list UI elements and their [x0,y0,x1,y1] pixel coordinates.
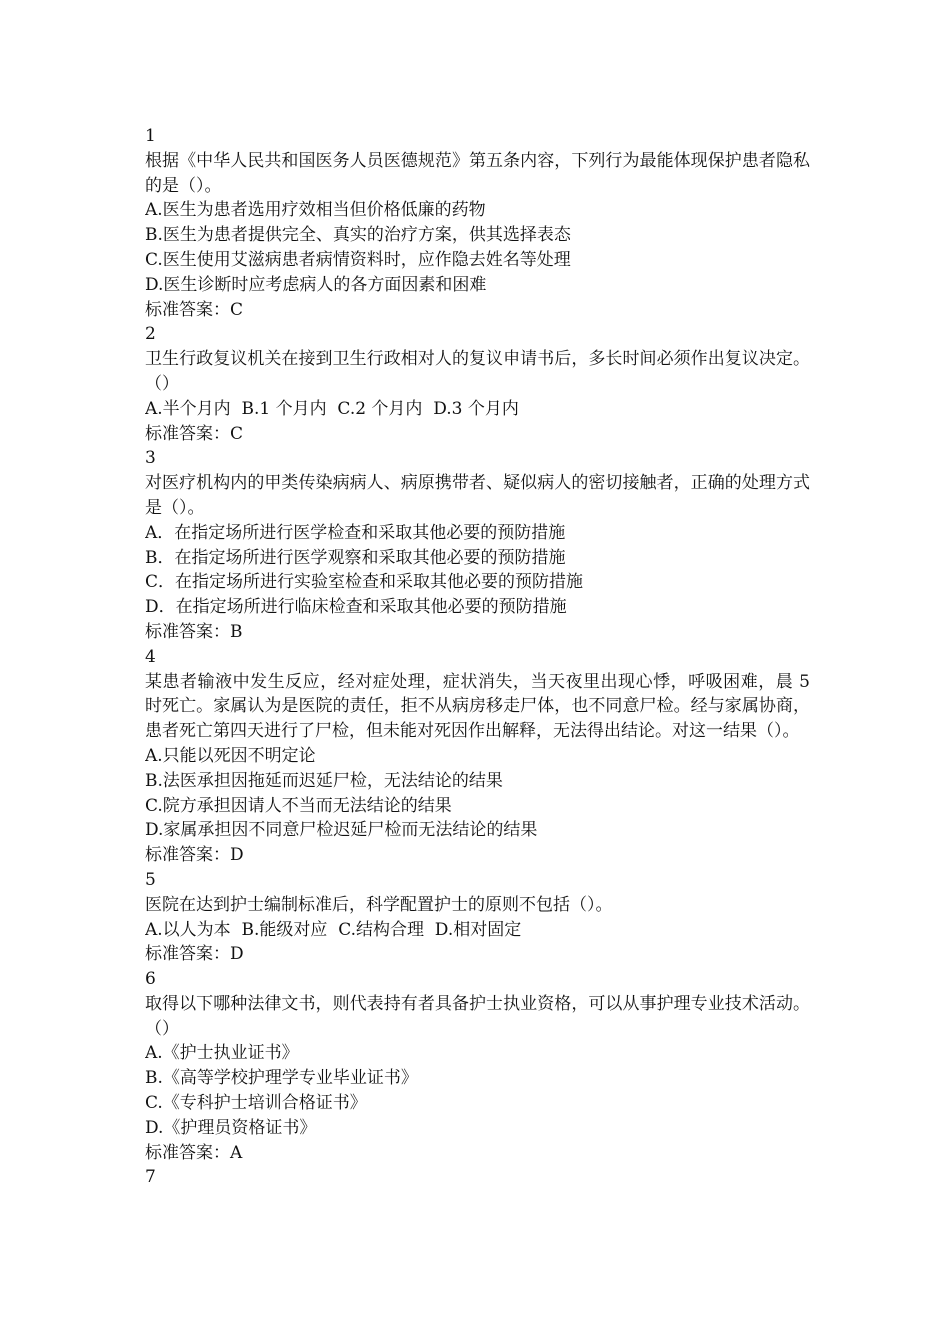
option-a: A．在指定场所进行医学检查和采取其他必要的预防措施 [145,522,566,543]
answer-value: A [230,1142,243,1163]
option-b: B.医生为患者提供完全、真实的治疗方案，供其选择表态 [145,225,571,246]
option-c: C.院方承担因请人不当而无法结论的结果 [145,795,452,816]
options-inline: A.以人为本 B.能级对应 C.结构合理 D.相对固定 [145,919,522,940]
answer-line [145,298,810,323]
document-body [145,124,810,1190]
option-c: C.医生使用艾滋病患者病情资料时，应作隐去姓名等处理 [145,249,571,270]
option-d: D.家属承担因不同意尸检迟延尸检而无法结论的结果 [145,820,538,841]
option-c: C.《专科护士培训合格证书》 [145,1093,367,1114]
question-1 [145,124,810,322]
question-number: 6 [145,969,156,990]
question-number: 4 [145,646,156,667]
option-b: B．在指定场所进行医学观察和采取其他必要的预防措施 [145,547,566,568]
answer-label: 标准答案： [145,299,230,320]
question-stem: 某患者输液中发生反应，经对症处理，症状消失，当天夜里出现心悸，呼吸困难，晨 5 时死亡。家属认为是医院的责任，拒不从病房移走尸体，也不同意尸检。经与家属协商，患者死亡第四天进行了尸检，但未能对死因作出解释，无法得出结论。对这一结果（）。 [145,671,810,742]
answer-value: C [230,423,244,444]
question-stem: 对医疗机构内的甲类传染病病人、病原携带者、疑似病人的密切接触者，正确的处理方式是（）。 [145,473,810,518]
question-stem: 卫生行政复议机关在接到卫生行政相对人的复议申请书后，多长时间必须作出复议决定。（） [145,349,810,394]
answer-line [145,620,810,645]
answer-value: C [230,299,244,320]
question-stem: 根据《中华人民共和国医务人员医德规范》第五条内容，下列行为最能体现保护患者隐私的是（）。 [145,150,810,196]
answer-line [145,422,810,447]
option-d: D.医生诊断时应考虑病人的各方面因素和困难 [145,274,487,295]
question-number: 5 [145,869,156,890]
answer-value: B [230,621,243,642]
question-stem: 取得以下哪种法律文书，则代表持有者具备护士执业资格，可以从事护理专业技术活动。（） [145,993,810,1039]
question-stem: 医院在达到护士编制标准后，科学配置护士的原则不包括（）。 [145,894,613,915]
answer-label: 标准答案： [145,944,230,965]
answer-label: 标准答案： [145,845,230,866]
answer-label: 标准答案： [145,423,230,444]
question-2 [145,322,810,446]
question-4 [145,645,810,868]
option-c: C．在指定场所进行实验室检查和采取其他必要的预防措施 [145,572,584,593]
question-number: 1 [145,126,156,146]
question-number: 2 [145,324,156,345]
option-d: D.《护理员资格证书》 [145,1117,317,1138]
answer-value: D [230,944,244,965]
option-a: A.只能以死因不明定论 [145,745,316,766]
answer-line [145,1141,810,1166]
question-5 [145,868,810,967]
question-number-next: 7 [145,1167,156,1188]
answer-label: 标准答案： [145,621,230,642]
option-b: B.《高等学校护理学专业毕业证书》 [145,1068,418,1089]
answer-label: 标准答案： [145,1142,230,1163]
question-number: 3 [145,448,156,469]
options-inline: A.半个月内 B.1 个月内 C.2 个月内 D.3 个月内 [145,398,519,419]
answer-line [145,942,810,967]
option-b: B.法医承担因拖延而迟延尸检，无法结论的结果 [145,770,503,791]
answer-value: D [230,845,244,866]
answer-line [145,843,810,868]
option-a: A.《护士执业证书》 [145,1043,299,1064]
option-a: A.医生为患者选用疗效相当但价格低廉的药物 [145,200,486,221]
question-3 [145,446,810,644]
question-6 [145,967,810,1165]
option-d: D．在指定场所进行临床检查和采取其他必要的预防措施 [145,597,567,618]
